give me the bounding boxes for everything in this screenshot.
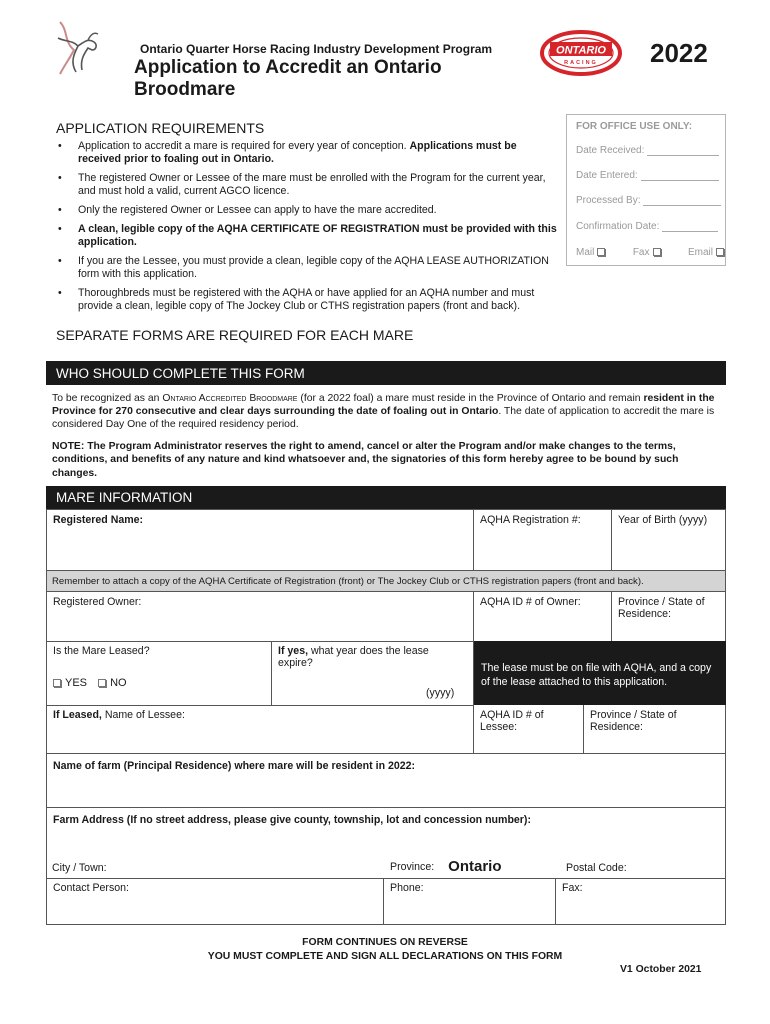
attach-reminder: Remember to attach a copy of the AQHA Certificate of Registration (front) or The Jockey Club or CTHS registration papers (front and back).	[46, 570, 726, 592]
lease-note: The lease must be on file with AQHA, and a copy of the lease attached to this application.	[474, 641, 726, 705]
list-item: • A clean, legible copy of the AQHA CERTIFICATE OF REGISTRATION must be provided with this application.	[58, 223, 557, 248]
logo-text: ONTARIO	[556, 44, 606, 57]
logo-subtext: RACING	[564, 60, 598, 66]
list-item: • If you are the Lessee, you must provide a clean, legible copy of the AQHA LEASE AUTHORIZATION form with this application.	[58, 255, 549, 280]
city-field[interactable]: City / Town:	[52, 862, 107, 874]
registered-owner-field[interactable]: Registered Owner:	[46, 592, 474, 642]
contact-person-field[interactable]: Contact Person:	[46, 878, 384, 925]
requirements-heading: APPLICATION REQUIREMENTS	[56, 120, 265, 136]
form-year: 2022	[650, 38, 708, 68]
separate-forms-notice: SEPARATE FORMS ARE REQUIRED FOR EACH MARE	[56, 327, 414, 343]
farm-name-field[interactable]: Name of farm (Principal Residence) where mare will be resident in 2022:	[46, 753, 726, 808]
registered-name-field[interactable]: Registered Name:	[46, 509, 474, 571]
lessee-name-field[interactable]: If Leased, Name of Lessee:	[46, 705, 474, 754]
list-item: • Thoroughbreds must be registered with the AQHA or have applied for an AQHA number and must provide a clean, legible copy of The Jockey Club or CTHS registration papers (front and back).	[58, 287, 535, 312]
page-title: Application to Accredit an Ontario Broodmare	[134, 57, 442, 100]
list-item: • Application to accredit a mare is required for every year of conception. Applications must be received prior to foaling out in Ontario.	[58, 140, 517, 165]
aqha-registration-field[interactable]: AQHA Registration #:	[474, 509, 612, 571]
mail-checkbox[interactable]: Mail	[576, 247, 605, 258]
list-item: • Only the registered Owner or Lessee can apply to have the mare accredited.	[58, 204, 437, 216]
aqha-id-owner-field[interactable]: AQHA ID # of Owner:	[474, 592, 612, 642]
office-use-box	[566, 114, 726, 266]
processed-by-field[interactable]: Processed By:	[576, 195, 722, 206]
checkbox-icon	[98, 679, 106, 687]
requirements-list	[58, 140, 558, 317]
is-leased-field: Is the Mare Leased? YES NO	[46, 641, 272, 706]
who-section-heading: WHO SHOULD COMPLETE THIS FORM	[46, 361, 726, 385]
fax-checkbox[interactable]: Fax	[633, 247, 661, 258]
ontario-racing-logo	[540, 30, 622, 76]
date-entered-field[interactable]: Date Entered:	[576, 170, 722, 181]
checkbox-icon	[597, 248, 605, 256]
date-received-field[interactable]: Date Received:	[576, 145, 722, 156]
checkbox-icon	[53, 679, 61, 687]
who-paragraph: To be recognized as an Ontario Accredited Broodmare (for a 2022 foal) a mare must reside in the Province of Ontario and remain resident in the Province for 270 consecutive and clear days surrounding the date of foaling out in Ontario. The date of application to accredit the mare is considered Day One of the required residency period.	[52, 393, 715, 431]
confirmation-date-field[interactable]: Confirmation Date:	[576, 221, 722, 232]
postal-code-field[interactable]: Postal Code:	[566, 862, 627, 874]
horse-logo-icon	[54, 20, 102, 76]
province-lessee-field[interactable]: Province / State of Residence:	[584, 705, 726, 754]
list-item: • The registered Owner or Lessee of the mare must be enrolled with the Program for the current year, and must hold a valid, current AGCO licence.	[58, 172, 546, 197]
no-checkbox[interactable]: NO	[98, 677, 127, 689]
province-field[interactable]: Province: Ontario	[390, 858, 502, 875]
office-use-title: FOR OFFICE USE ONLY:	[576, 121, 693, 132]
lease-expire-field[interactable]: If yes, what year does the lease expire? (yyyy)	[272, 641, 474, 706]
phone-field[interactable]: Phone:	[384, 878, 556, 925]
year-of-birth-field[interactable]: Year of Birth (yyyy)	[612, 509, 726, 571]
mare-section-heading: MARE INFORMATION	[46, 486, 726, 509]
aqha-id-lessee-field[interactable]: AQHA ID # of Lessee:	[474, 705, 584, 754]
province-value: Ontario	[448, 858, 502, 875]
version-label: V1 October 2021	[620, 964, 702, 975]
farm-address-field[interactable]: Farm Address (If no street address, please give county, township, lot and concession number):	[46, 807, 726, 879]
fax-field[interactable]: Fax:	[556, 878, 726, 925]
checkbox-icon	[716, 248, 724, 256]
program-note: NOTE: The Program Administrator reserves the right to amend, cancel or alter the Program and/or make changes to the terms, conditions, and benefits of any nature and kind whatsoever and, the signatories of this form hereby agree to be bound by such changes.	[52, 441, 679, 479]
province-owner-field[interactable]: Province / State of Residence:	[612, 592, 726, 642]
yes-checkbox[interactable]: YES	[53, 677, 87, 689]
email-checkbox[interactable]: Email	[688, 247, 724, 258]
program-name: Ontario Quarter Horse Racing Industry Development Program	[140, 42, 493, 56]
footer-notice: FORM CONTINUES ON REVERSE YOU MUST COMPLETE AND SIGN ALL DECLARATIONS ON THIS FORM	[207, 937, 563, 962]
checkbox-icon	[653, 248, 661, 256]
